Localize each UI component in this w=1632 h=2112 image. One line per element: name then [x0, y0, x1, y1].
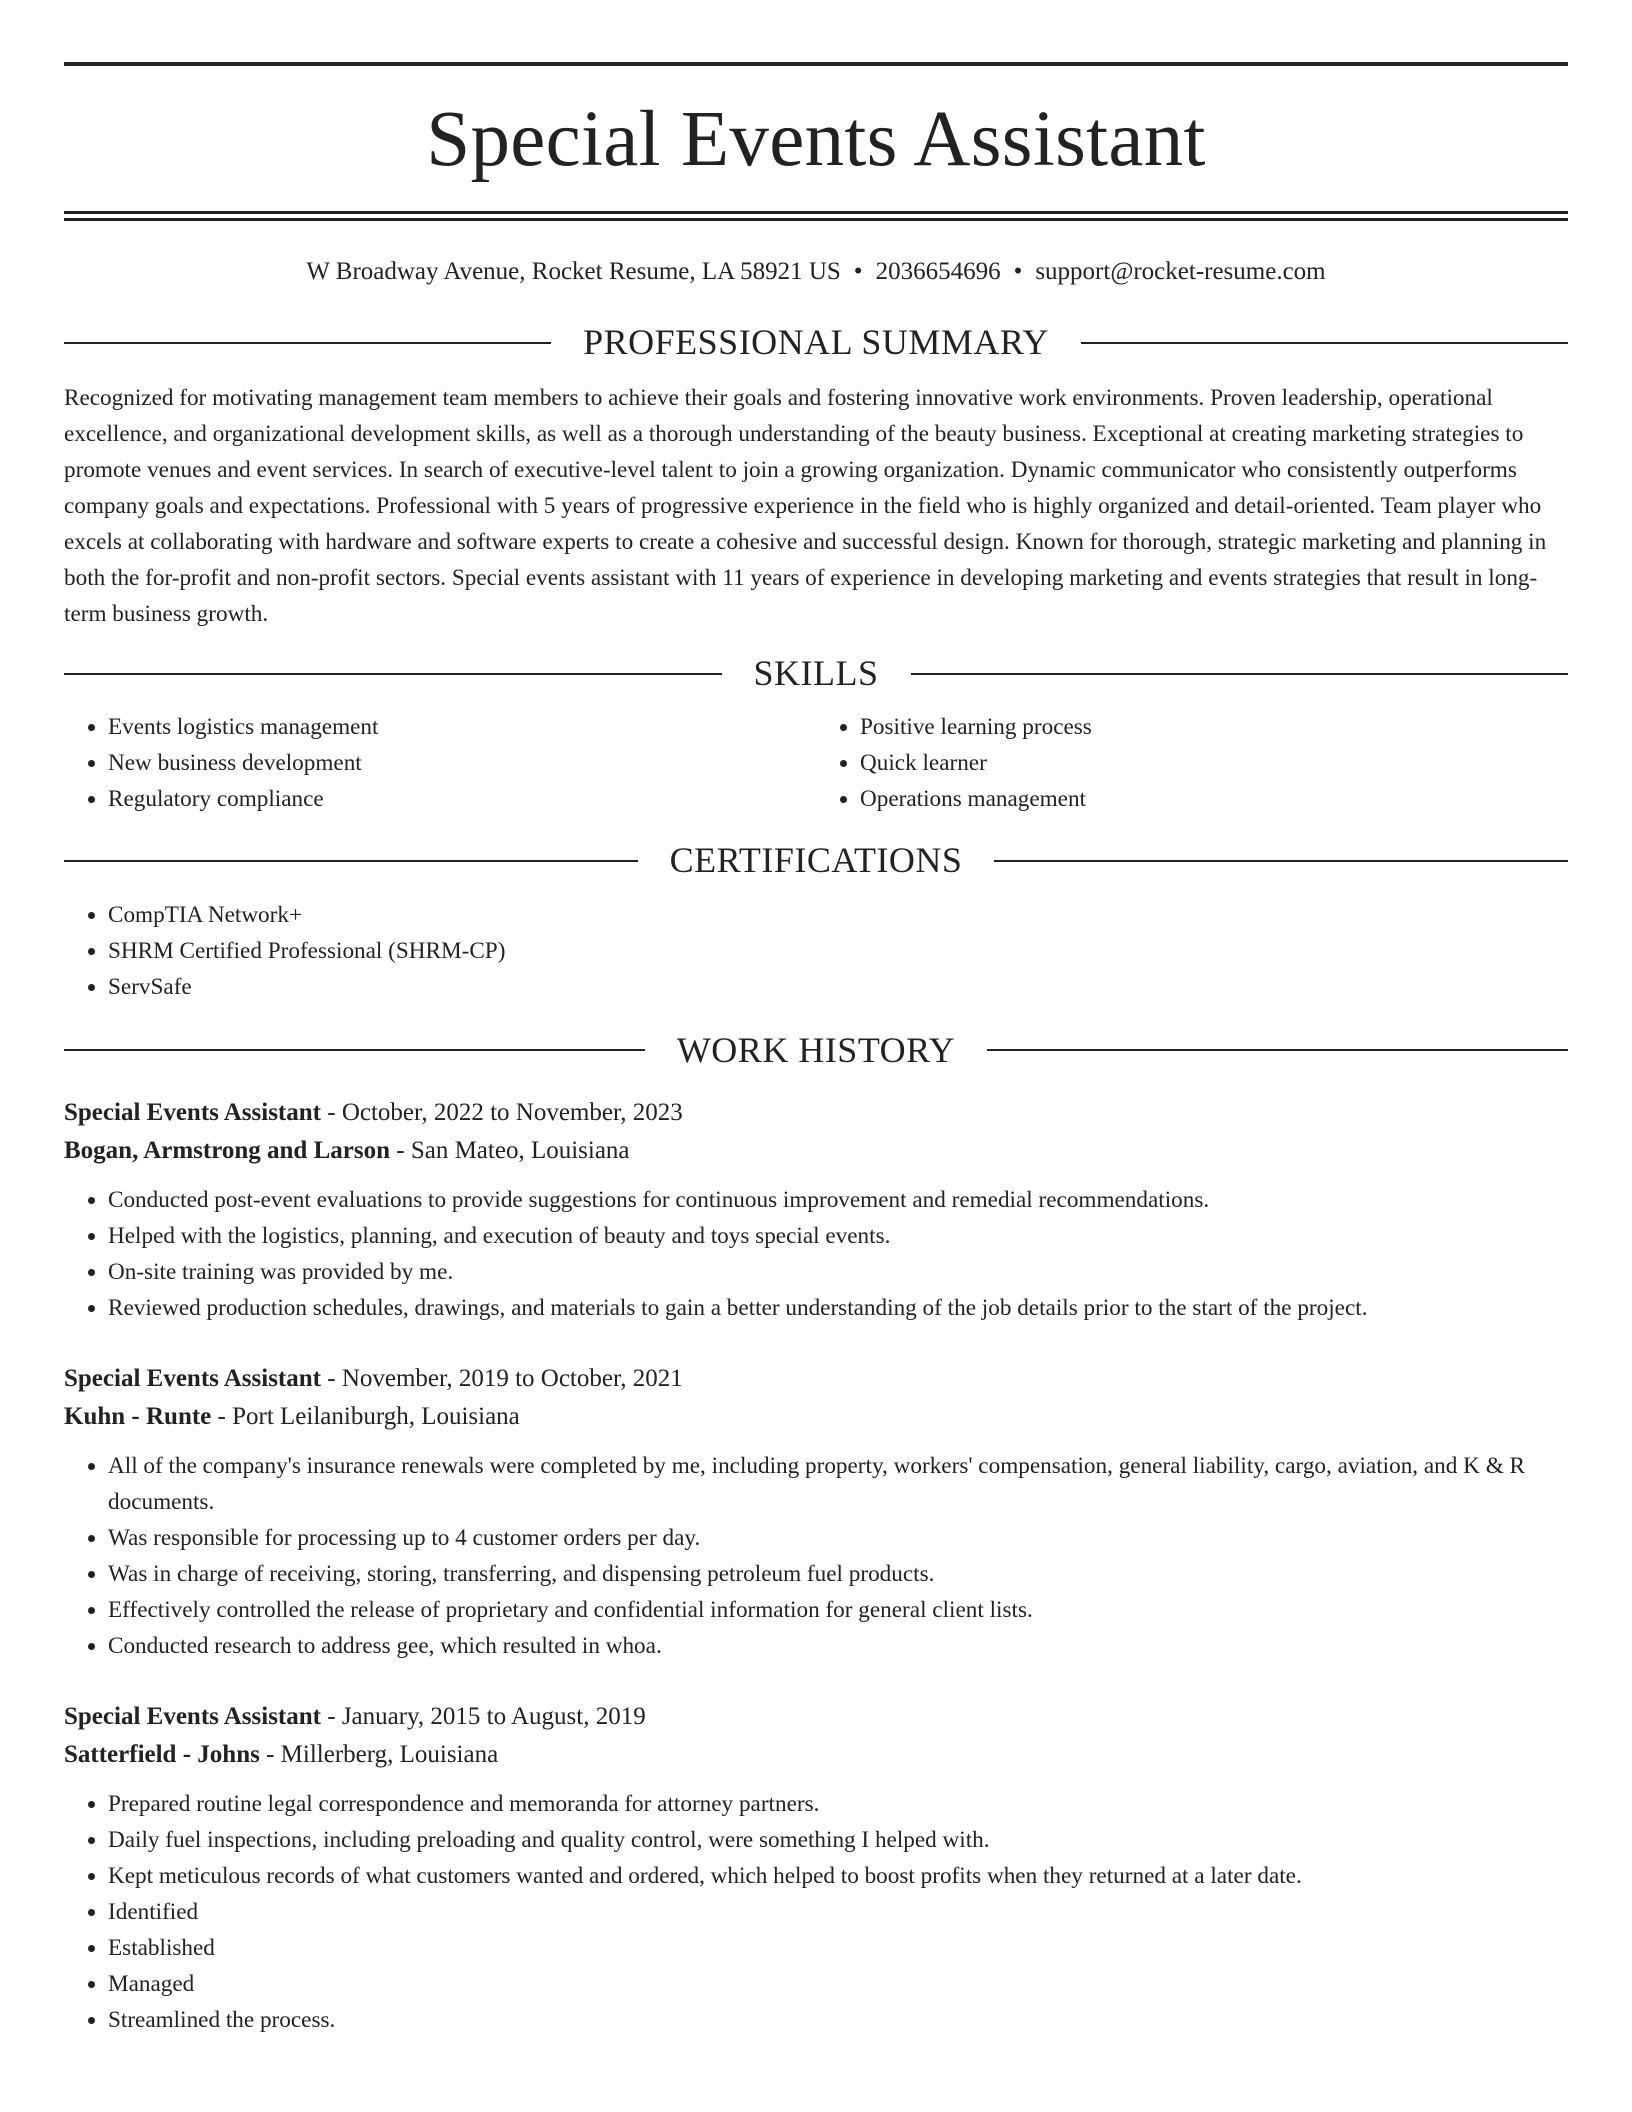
skill-item: • Regulatory compliance	[108, 781, 816, 817]
certification-item: • CompTIA Network+	[108, 897, 1568, 933]
job-dates: January, 2015 to August, 2019	[341, 1702, 646, 1730]
job-title-line: Special Events Assistant - October, 2022 to November, 2023	[64, 1098, 683, 1126]
job-bullet: • Identified	[108, 1894, 1568, 1930]
skill-item: • Events logistics management	[108, 709, 816, 745]
skill-item: • Quick learner	[860, 745, 1568, 781]
contact-line	[64, 257, 1568, 287]
job-company: Kuhn - Runte	[64, 1402, 212, 1430]
work-history-heading	[64, 1029, 1568, 1072]
job-bullet: • Daily fuel inspections, including preloading and quality control, were something I helped with.	[108, 1822, 1568, 1858]
job-bullet: • Reviewed production schedules, drawings, and materials to gain a better understanding of the job details prior to the start of the project.	[108, 1290, 1568, 1326]
work-history-heading-text: WORK HISTORY	[676, 1029, 956, 1070]
job-title: Special Events Assistant	[64, 1098, 321, 1126]
job-bullet: • Established	[108, 1930, 1568, 1966]
job-bullets	[64, 1182, 1568, 1326]
contact-phone[interactable]: 2036654696	[875, 258, 1001, 285]
heading-rule	[994, 860, 1568, 862]
job-dates: October, 2022 to November, 2023	[341, 1098, 683, 1126]
job-bullet: • Kept meticulous records of what customers wanted and ordered, which helped to boost profits when they returned at a later date.	[108, 1858, 1568, 1894]
heading-rule	[64, 860, 638, 862]
contact-email[interactable]: support@rocket-resume.com	[1035, 258, 1326, 285]
job-title: Special Events Assistant	[64, 1364, 321, 1392]
heading-rule	[64, 342, 551, 344]
skills-heading-text: SKILLS	[753, 653, 879, 694]
job-company: Bogan, Armstrong and Larson	[64, 1136, 390, 1164]
job-title: Special Events Assistant	[64, 1702, 321, 1730]
job-bullet: • Conducted post-event evaluations to provide suggestions for continuous improvement and remedial recommendations.	[108, 1182, 1568, 1218]
job-bullet: • Conducted research to address gee, which resulted in whoa.	[108, 1628, 1568, 1664]
skills-list-right	[816, 709, 1568, 817]
certification-item: • SHRM Certified Professional (SHRM-CP)	[108, 933, 1568, 969]
job-dates: November, 2019 to October, 2021	[341, 1364, 683, 1392]
job-bullet: • Managed	[108, 1966, 1568, 2002]
top-rule	[64, 62, 1568, 66]
heading-rule	[1081, 342, 1568, 344]
heading-rule	[64, 1049, 645, 1051]
skills-heading	[64, 652, 1568, 695]
title-double-rule	[64, 211, 1568, 221]
job-location: Port Leilaniburgh, Louisiana	[232, 1402, 520, 1430]
job-bullet: • Streamlined the process.	[108, 2002, 1568, 2038]
summary-heading	[64, 321, 1568, 364]
job-title-line: Special Events Assistant - January, 2015 to August, 2019	[64, 1702, 646, 1730]
skills-grid	[64, 709, 1568, 817]
certification-item: • ServSafe	[108, 969, 1568, 1005]
heading-rule	[911, 673, 1569, 675]
summary-heading-text: PROFESSIONAL SUMMARY	[583, 322, 1049, 362]
certifications-heading-text: CERTIFICATIONS	[669, 840, 963, 881]
job-bullet: • Helped with the logistics, planning, and execution of beauty and toys special events.	[108, 1218, 1568, 1254]
job-location: San Mateo, Louisiana	[410, 1136, 630, 1164]
job-entry	[64, 1698, 1568, 2038]
job-location: Millerberg, Louisiana	[280, 1740, 499, 1768]
contact-separator: •	[853, 258, 863, 285]
certifications-list	[64, 897, 1568, 1005]
contact-address: W Broadway Avenue, Rocket Resume, LA 58921 US	[306, 258, 841, 285]
job-title-line: Special Events Assistant - November, 2019 to October, 2021	[64, 1364, 683, 1392]
skill-item: • New business development	[108, 745, 816, 781]
job-company-line: Satterfield - Johns - Millerberg, Louisiana	[64, 1740, 499, 1768]
heading-rule	[987, 1049, 1568, 1051]
job-company-line: Kuhn - Runte - Port Leilaniburgh, Louisiana	[64, 1402, 520, 1430]
skill-item: • Operations management	[860, 781, 1568, 817]
job-bullet: • On-site training was provided by me.	[108, 1254, 1568, 1290]
job-company-line: Bogan, Armstrong and Larson - San Mateo, Louisiana	[64, 1136, 630, 1164]
summary-text: Recognized for motivating management team members to achieve their goals and fostering innovative work environments. Proven leadership, operational excellence, and organizational development skills, as well as a thorough understanding of the beauty business. Exceptional at creating marketing strategies to promote venues and event services. In search of executive-level talent to join a growing organization. Dynamic communicator who consistently outperforms company goals and expectations. Professional with 5 years of progressive experience in the field who is highly organized and detail-oriented. Team player who excels at collaborating with hardware and software experts to create a cohesive and successful design. Known for thorough, strategic marketing and planning in both the for-profit and non-profit sectors. Special events assistant with 11 years of experience in developing marketing and events strategies that result in long-term business growth.	[64, 385, 1547, 628]
skill-item: • Positive learning process	[860, 709, 1568, 745]
job-bullets	[64, 1448, 1568, 1664]
job-company: Satterfield - Johns	[64, 1740, 260, 1768]
job-entry	[64, 1360, 1568, 1664]
skills-list-left	[64, 709, 816, 817]
job-bullet: • All of the company's insurance renewals were completed by me, including property, workers' compensation, general liability, cargo, aviation, and K & R documents.	[108, 1448, 1568, 1520]
contact-separator: •	[1013, 258, 1023, 285]
job-bullet: • Effectively controlled the release of proprietary and confidential information for general client lists.	[108, 1592, 1568, 1628]
job-bullet: • Was responsible for processing up to 4 customer orders per day.	[108, 1520, 1568, 1556]
job-bullets	[64, 1786, 1568, 2038]
resume-title: Special Events Assistant	[426, 96, 1206, 183]
job-bullet: • Was in charge of receiving, storing, transferring, and dispensing petroleum fuel products.	[108, 1556, 1568, 1592]
job-entry	[64, 1094, 1568, 1326]
heading-rule	[64, 673, 722, 675]
certifications-heading	[64, 839, 1568, 882]
job-bullet: • Prepared routine legal correspondence and memoranda for attorney partners.	[108, 1786, 1568, 1822]
